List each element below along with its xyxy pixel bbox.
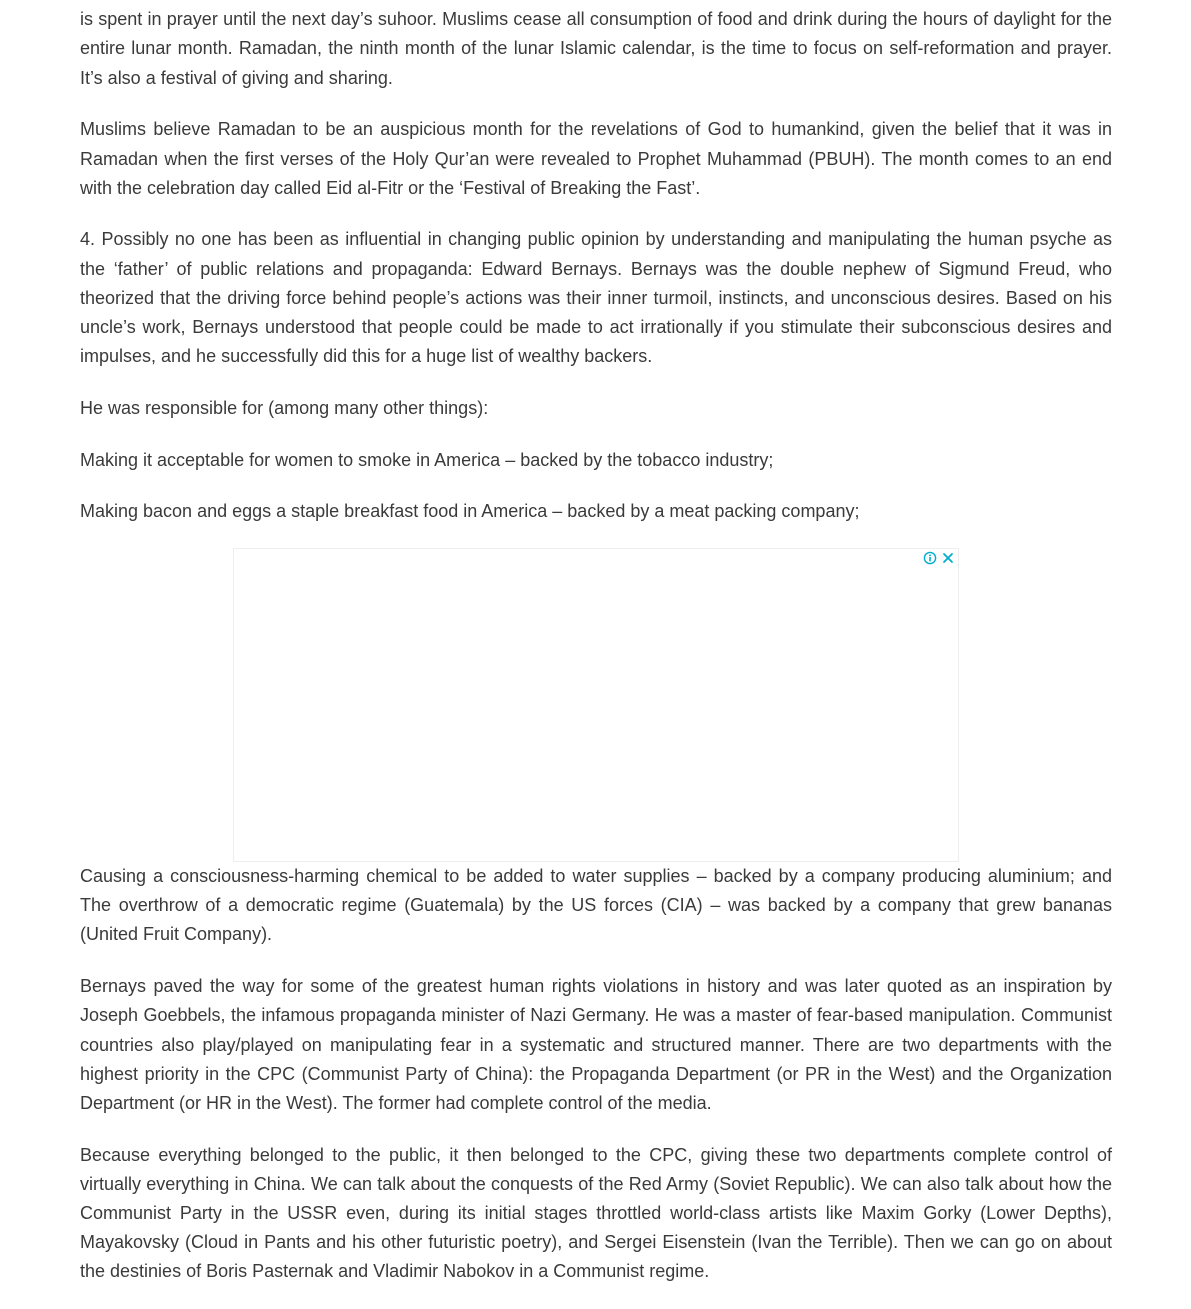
close-icon[interactable] <box>941 551 955 565</box>
article-paragraph: He was responsible for (among many other things): <box>80 397 489 418</box>
article-paragraph: Bernays paved the way for some of the greatest human rights violations in history and was later quoted as an inspiration by Joseph Goebbels, the infamous propaganda minister of Nazi Germany. He was a master of fear-based manipulation. Communist countries also play/played on manipulating fear in a systematic and structured manner. There are two departments with the highest priority in the CPC (Communist Party of China): the Propaganda Department (or PR in the West) and the Organization Department (or HR in the West). The former had complete control of the media. <box>80 976 1112 1113</box>
ad-controls <box>921 549 958 567</box>
article-paragraph: Muslims believe Ramadan to be an auspicious month for the revelations of God to humankind, given the belief that it was in Ramadan when the first verses of the Holy Qur’an were revealed to Prophet Muhammad (PBUH). The month comes to an end with the celebration day called Eid al-Fitr or the ‘Festival of Breaking the Fast’. <box>80 119 1112 198</box>
article-paragraph: is spent in prayer until the next day’s suhoor. Muslims cease all consumption of food and drink during the hours of daylight for the entire lunar month. Ramadan, the ninth month of the lunar Islamic calendar, is the time to focus on self-reformation and prayer. It’s also a festival of giving and sharing. <box>80 9 1112 88</box>
ad-container <box>233 548 959 862</box>
article-paragraph: Because everything belonged to the public, it then belonged to the CPC, giving these two departments complete control of virtually everything in China. We can talk about the conquests of the Red Army (Soviet Republic). We can also talk about how the Communist Party in the USSR even, during its initial stages throttled world-class artists like Maxim Gorky (Lower Depths), Mayakovsky (Cloud in Pants and his other futuristic poetry), and Sergei Eisenstein (Ivan the Terrible). Then we can go on about the destinies of Boris Pasternak and Vladimir Nabokov in a Communist regime. <box>80 1144 1112 1282</box>
article-paragraph: Causing a consciousness-harming chemical to be added to water supplies – backed by a company producing aluminium; and The overthrow of a democratic regime (Guatemala) by the US forces (CIA) – was backed by a company that grew bananas (United Fruit Company). <box>80 866 1112 945</box>
adchoices-info-icon[interactable] <box>923 551 937 565</box>
article-paragraph: 4. Possibly no one has been as influential in changing public opinion by understanding and manipulating the human psyche as the ‘father’ of public relations and propaganda: Edward Bernays. Bernays was the double nephew of Sigmund Freud, who theorized that the driving force behind people’s actions was their inner turmoil, instincts, and unconscious desires. Based on his uncle’s work, Bernays understood that people could be made to act irrationally if you stimulate their subconscious desires and impulses, and he successfully did this for a huge list of wealthy backers. <box>80 229 1112 367</box>
article-list-item: Making bacon and eggs a staple breakfast food in America – backed by a meat packing company; <box>80 501 860 522</box>
article-list-item: Making it acceptable for women to smoke in America – backed by the tobacco industry; <box>80 449 774 470</box>
article-body <box>80 0 1112 1309</box>
